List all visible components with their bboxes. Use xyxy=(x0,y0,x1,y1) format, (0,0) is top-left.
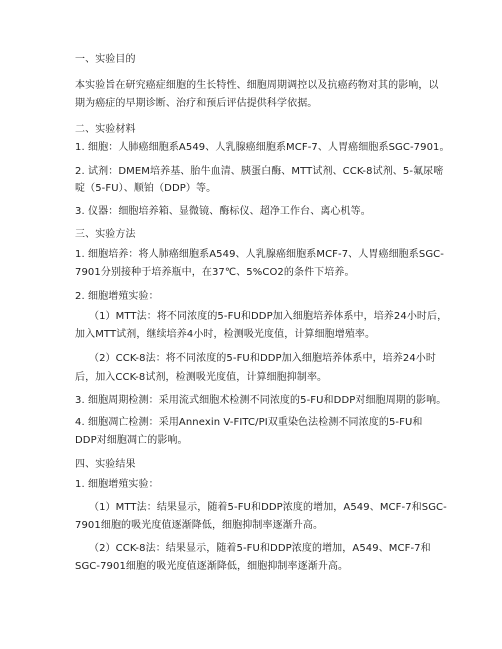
list-item-line: 2. 试剂：DMEM培养基、胎牛血清、胰蛋白酶、MTT试剂、CCK-8试剂、5-氟尿嘧 xyxy=(75,166,444,177)
list-item-line: DDP对细胞凋亡的影响。 xyxy=(75,435,188,446)
paragraph-line: 本实验旨在研究癌症细胞的生长特性、细胞周期调控以及抗癌药物对其的影响，以 xyxy=(75,80,439,91)
heading-results: 四、实验结果 xyxy=(75,459,136,470)
list-item-line: 4. 细胞凋亡检测：采用Annexin V-FITC/PI双重染色法检测不同浓度的5-FU和 xyxy=(75,417,423,428)
heading-methods: 三、实验方法 xyxy=(75,229,136,240)
sub-item-line: （1）MTT法：将不同浓度的5-FU和DDP加入细胞培养体系中，培养24小时后， xyxy=(89,311,448,322)
list-item-line: 3. 仪器：细胞培养箱、显微镜、酶标仪、超净工作台、离心机等。 xyxy=(75,206,371,217)
list-item-line: 2. 细胞增殖实验： xyxy=(75,291,159,302)
sub-item-line: SGC-7901细胞的吸光度值逐渐降低，细胞抑制率逐渐升高。 xyxy=(75,561,349,572)
paragraph-line: 期为癌症的早期诊断、治疗和预后评估提供科学依据。 xyxy=(75,98,318,109)
list-item-line: 1. 细胞培养：将人肺癌细胞系A549、人乳腺癌细胞系MCF-7、人胃癌细胞系SGC- xyxy=(75,249,444,260)
heading-objective: 一、实验目的 xyxy=(75,54,136,65)
sub-item-line: （2）CCK-8法：结果显示，随着5-FU和DDP浓度的增加，A549、MCF-7和 xyxy=(89,543,431,554)
sub-item-line: 后，加入CCK-8试剂，检测吸光度值，计算细胞抑制率。 xyxy=(75,372,328,383)
list-item-line: 1. 细胞增殖实验： xyxy=(75,479,159,490)
sub-item-line: （1）MTT法：结果显示，随着5-FU和DDP浓度的增加，A549、MCF-7和SGC- xyxy=(89,502,447,513)
list-item-line: 啶（5-FU）、顺铂（DDP）等。 xyxy=(75,183,217,194)
list-item-line: 7901分别接种于培养瓶中，在37℃、5%CO2的条件下培养。 xyxy=(75,267,355,278)
sub-item-line: （2）CCK-8法：将不同浓度的5-FU和DDP加入细胞培养体系中，培养24小时 xyxy=(89,353,437,364)
sub-item-line: 加入MTT试剂，继续培养4小时，检测吸光度值，计算细胞增殖率。 xyxy=(75,329,376,340)
heading-materials: 二、实验材料 xyxy=(75,124,136,135)
sub-item-line: 7901细胞的吸光度值逐渐降低，细胞抑制率逐渐升高。 xyxy=(75,520,324,531)
list-item-line: 1. 细胞：人肺癌细胞系A549、人乳腺癌细胞系MCF-7、人胃癌细胞系SGC-7901。 xyxy=(75,142,450,153)
list-item-line: 3. 细胞周期检测：采用流式细胞术检测不同浓度的5-FU和DDP对细胞周期的影响。 xyxy=(75,395,447,406)
